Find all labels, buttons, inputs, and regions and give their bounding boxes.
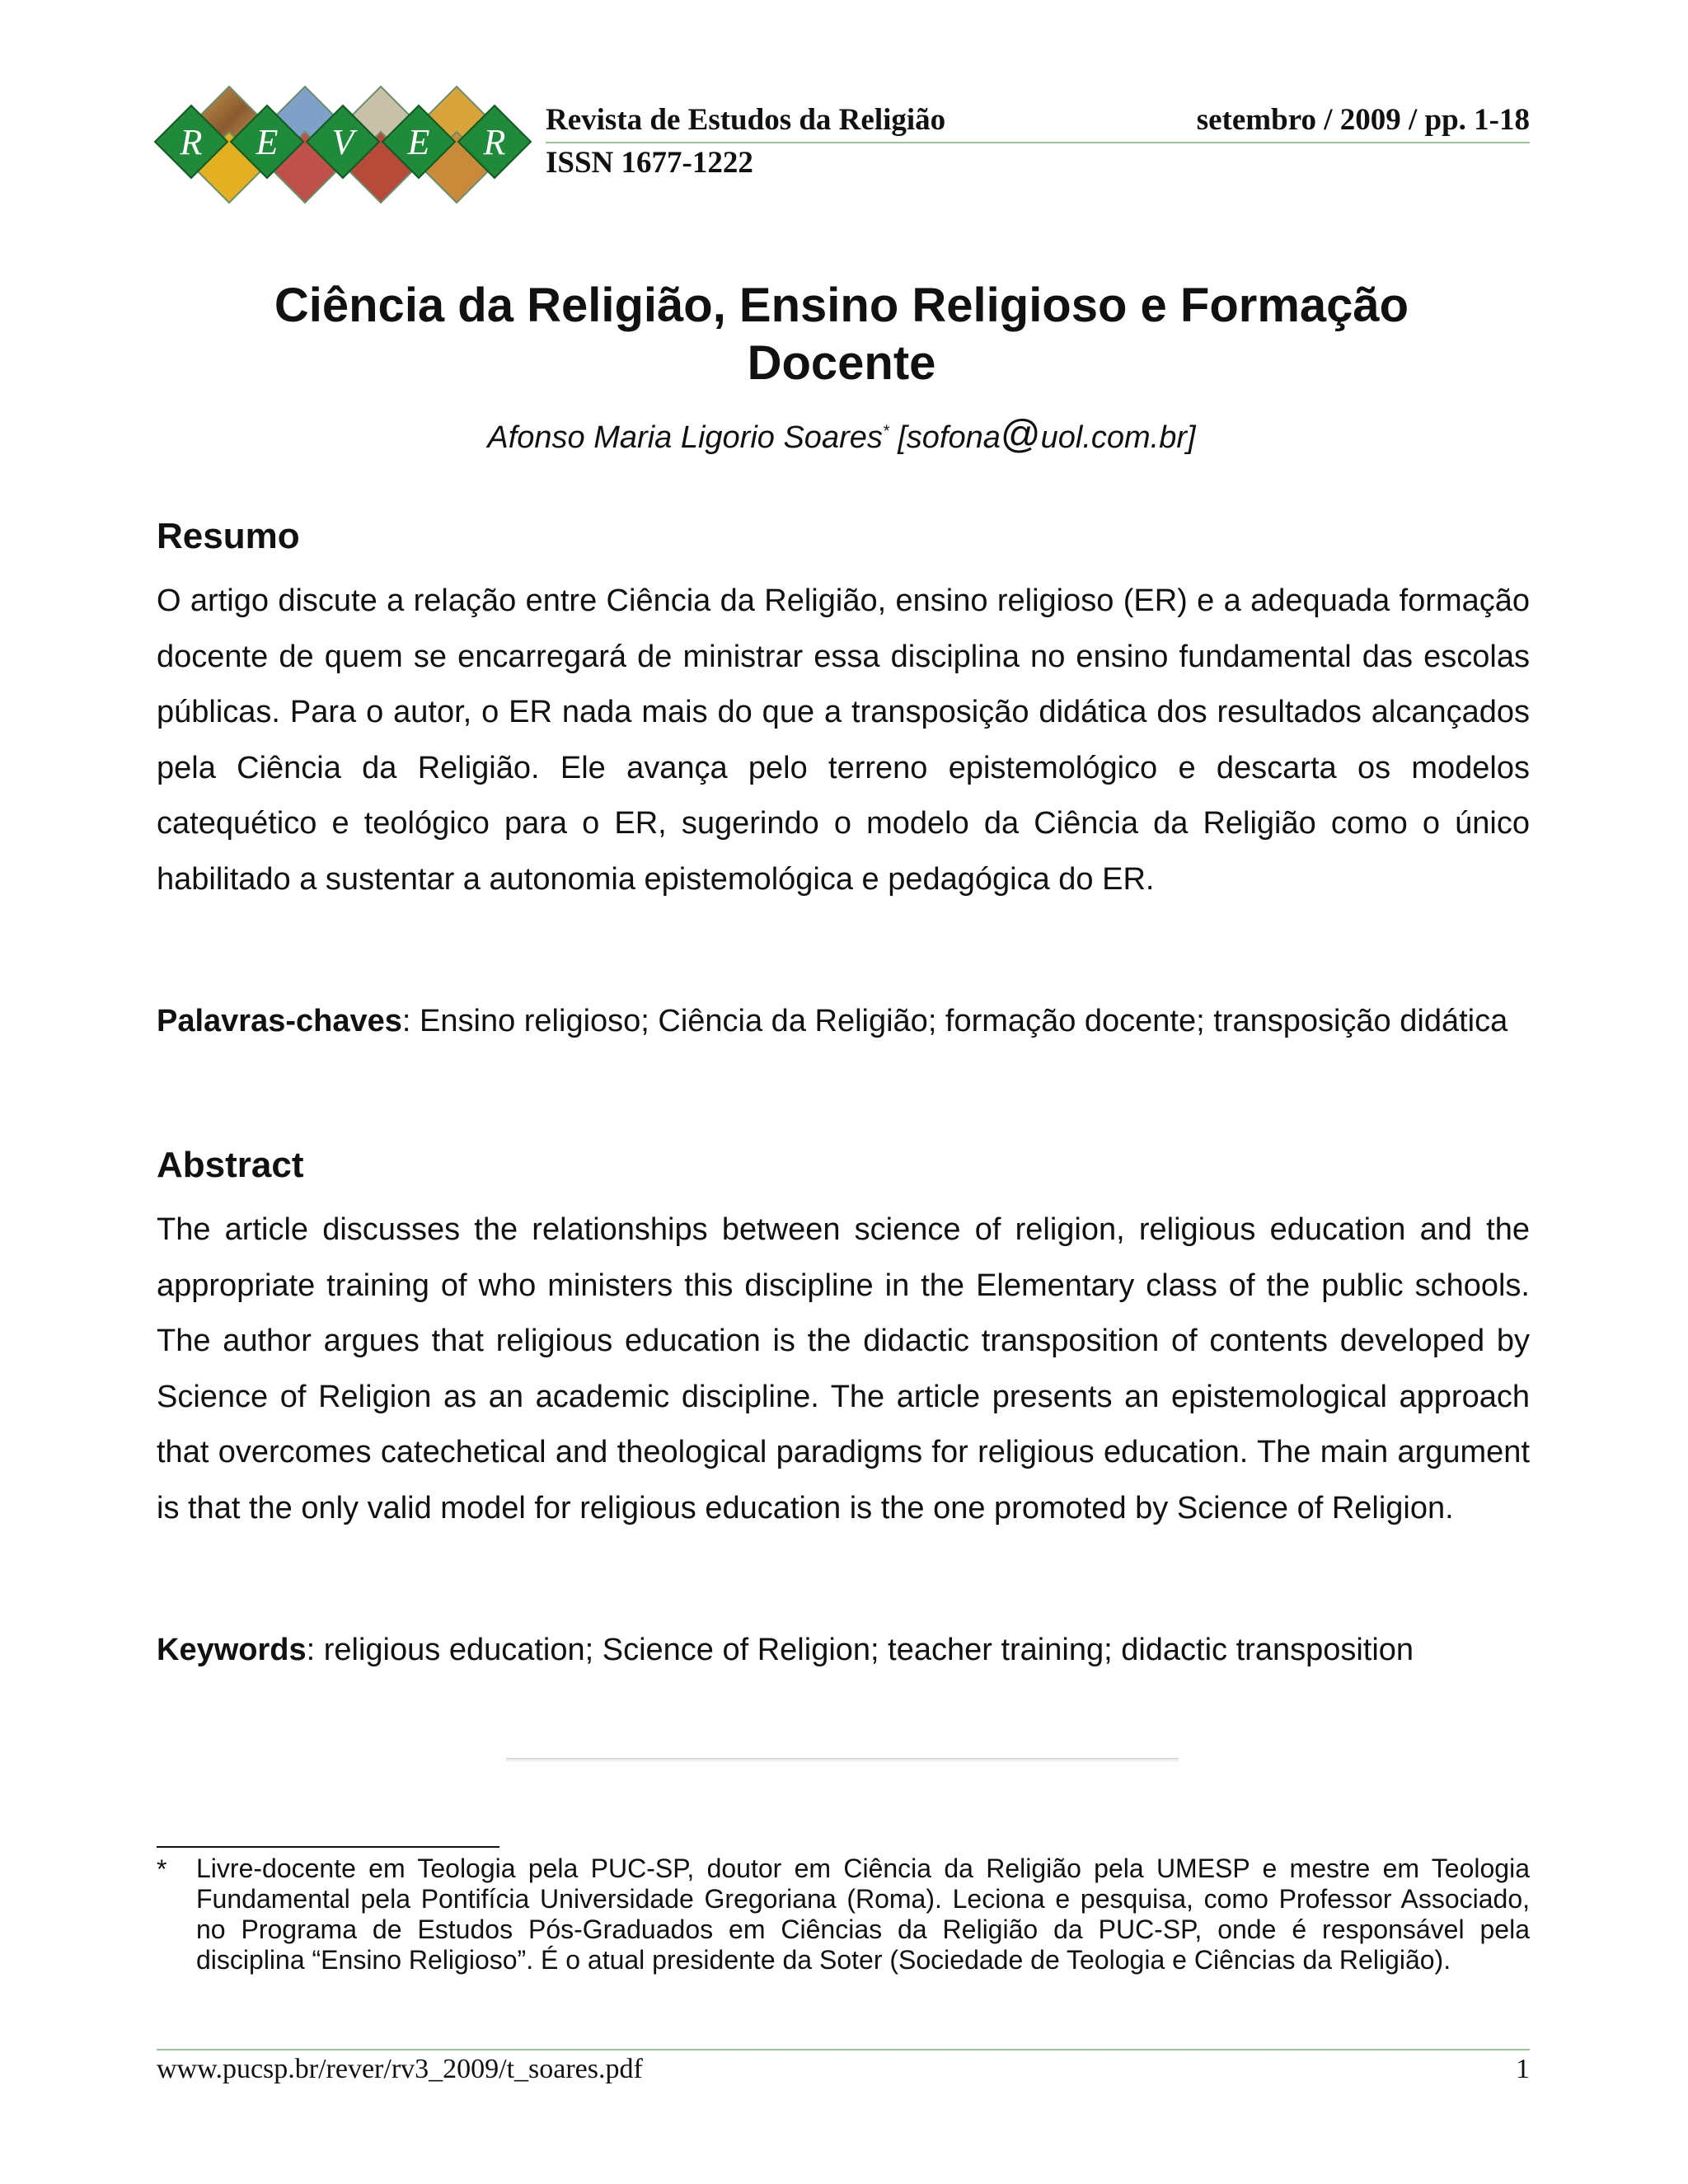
logo-letter: V <box>331 122 354 162</box>
title-line-2: Docente <box>747 336 936 390</box>
resumo-keywords-list: : Ensino religioso; Ciência da Religião; formação docente; transposição didática <box>401 1004 1508 1038</box>
issue-info: setembro / 2009 / pp. 1-18 <box>1196 103 1530 137</box>
abstract-keywords <box>157 1623 1530 1679</box>
resumo-text: O artigo discute a relação entre Ciência da Religião, ensino religioso (ER) e a adequada formação docente de quem se encarregará de ministrar essa disciplina no ensino fundamental das escolas públicas. Para o autor, o ER nada mais do que a transposição didática dos resultados alcançados pela Ciência da Religião. Ele avança pelo terreno epistemológico e descarta os modelos catequético e teológico para o ER, sugerindo o modelo da Ciência da Religião como o único habilitado a sustentar a autonomia epistemológica e pedagógica do ER. <box>157 583 1530 897</box>
header-rule <box>546 142 1530 143</box>
footer-url[interactable]: www.pucsp.br/rever/rv3_2009/t_soares.pdf <box>157 2054 643 2084</box>
footnote-rule <box>157 1846 499 1848</box>
logo-letter: E <box>407 122 430 162</box>
author-line <box>153 412 1530 457</box>
rever-logo <box>153 82 532 206</box>
section-separator <box>506 1758 1179 1761</box>
author-email[interactable]: [sofona@uol.com.br] <box>898 413 1196 457</box>
author-footnote-mark: * <box>882 422 889 441</box>
abstract-keywords-list: : religious education; Science of Religion; teacher training; didactic transposition <box>306 1633 1414 1667</box>
footnote-text: Livre-docente em Teologia pela PUC-SP, doutor em Ciência da Religião pela UMESP e mestre em Teologia Fundamental pela Pontifícia Universidade Gregoriana (Roma). Leciona e pesquisa, como Professor Associado, no Programa de Estudos Pós-Graduados em Ciências da Religião da PUC-SP, onde é responsável pela disciplina “Ensino Religioso”. É o atual presidente da Soter (Sociedade de Teologia e Ciências da Religião). <box>196 1854 1530 1975</box>
article-title <box>153 277 1530 392</box>
logo-letter: E <box>256 122 279 162</box>
resumo-keywords <box>157 994 1530 1050</box>
logo-letter: R <box>483 122 506 162</box>
resumo-keywords-label: Palavras-chaves <box>157 1004 402 1038</box>
abstract-keywords-label: Keywords <box>157 1633 307 1667</box>
author-name: Afonso Maria Ligorio Soares <box>487 420 883 455</box>
page-number: 1 <box>1516 2054 1530 2084</box>
title-line-1: Ciência da Religião, Ensino Religioso e Formação <box>274 279 1409 332</box>
abstract-text: The article discusses the relationships between science of religion, religious education and the appropriate training of who ministers this discipline in the Elementary class of the public schools. The author argues that religious education is the didactic transposition of contents developed by Science of Religion as an academic discipline. The article presents an epistemological approach that overcomes catechetical and theological paradigms for religious education. The main argument is that the only valid model for religious education is the one promoted by Science of Religion. <box>157 1212 1530 1526</box>
abstract-heading: Abstract <box>157 1145 304 1185</box>
issn: ISSN 1677-1222 <box>546 146 753 180</box>
footer-rule <box>157 2049 1530 2050</box>
logo-letter: R <box>180 122 203 162</box>
resumo-heading: Resumo <box>157 516 300 556</box>
footnote-mark: * <box>157 1854 167 1884</box>
journal-name: Revista de Estudos da Religião <box>546 103 946 137</box>
